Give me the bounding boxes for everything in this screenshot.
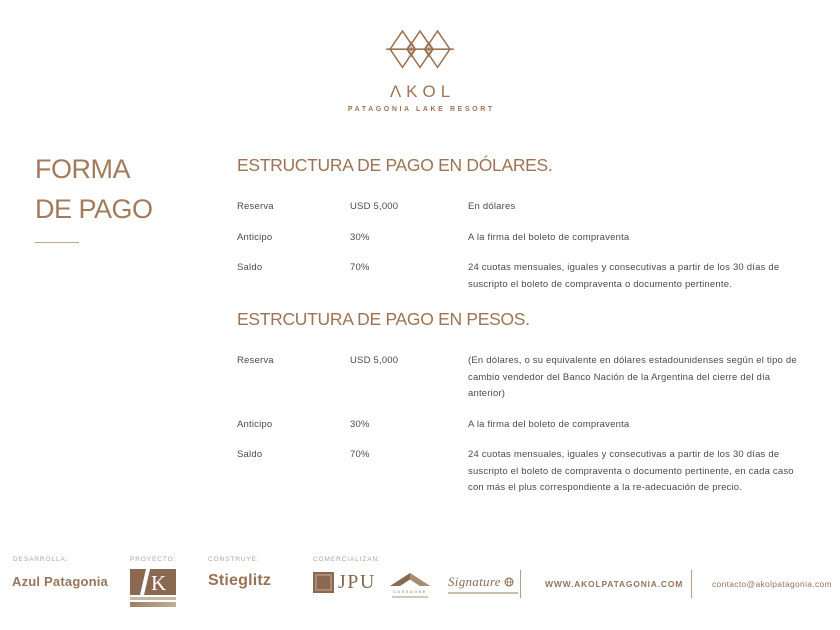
row-description: A la firma del boleto de compraventa (468, 418, 630, 430)
row-label: Reserva (237, 355, 274, 366)
jpu-square-icon (313, 572, 334, 593)
email-text: contacto@akolpatagonia.com (712, 579, 832, 589)
page-title-line2: DE PAGO (35, 194, 153, 224)
section-pesos (237, 309, 797, 497)
row-label: Anticipo (237, 231, 273, 243)
table-row (237, 447, 797, 497)
ak-architects-logo-icon (130, 569, 176, 595)
footer-label-construye: CONSTRUYE: (208, 556, 260, 563)
azul-patagonia-logo: Azul Patagonia (12, 574, 108, 589)
row-value: 70% (350, 449, 370, 460)
brand-header (0, 24, 840, 113)
footer (0, 550, 840, 620)
table-row (237, 260, 797, 293)
row-value: USD 5,000 (350, 201, 399, 212)
footer-label-comercializan: COMERCIALIZAN: (313, 556, 381, 563)
row-value: 70% (350, 262, 370, 273)
table-row (237, 199, 797, 216)
signature-logo (448, 574, 520, 594)
globe-icon (504, 577, 514, 587)
signature-wordmark: Signature (448, 574, 501, 589)
roof-icon (388, 572, 432, 587)
row-value: USD 5,000 (350, 355, 399, 366)
brand-tagline: PATAGONIA LAKE RESORT (347, 106, 495, 113)
row-description: En dólares (468, 201, 516, 212)
table-row (237, 353, 797, 403)
cassagne-logo (388, 572, 432, 598)
svg-text:K: K (151, 571, 167, 595)
row-description: A la firma del boleto de compraventa (468, 231, 630, 243)
section-dolares (237, 155, 797, 293)
footer-label-desarrolla: DESARROLLA: (13, 556, 69, 563)
ak-logo-rule-bar (130, 602, 176, 607)
jpu-wordmark: JPU (338, 571, 376, 593)
footer-divider (691, 570, 692, 598)
stieglitz-logo: Stieglitz (208, 572, 272, 589)
title-underline (35, 242, 79, 243)
row-label: Saldo (237, 449, 263, 460)
section-heading-dolares: ESTRUCTURA DE PAGO EN DÓLARES. (237, 155, 553, 175)
row-label: Anticipo (237, 418, 273, 430)
row-description: (En dólares, o su equivalente en dólares estadounidenses según el tipo de cambio vendedor del Banco Nación de la Argentina del cierre del día anterior) (468, 355, 797, 399)
row-description: 24 cuotas mensuales, iguales y consecutivas a partir de los 30 días de suscripto el boleto de compraventa o documento pertinente, en cada caso con más el plus correspondiente a la re-adecuación de precio. (468, 449, 794, 493)
row-label: Saldo (237, 262, 263, 273)
signature-subtext-bar (448, 592, 518, 594)
table-row (237, 417, 797, 434)
website-text: WWW.AKOLPATAGONIA.COM (545, 579, 684, 589)
page-title (35, 149, 153, 243)
cassagne-wordmark: CASSAGNE (393, 589, 427, 594)
table-row (237, 230, 797, 247)
cassagne-subtext-bar (392, 596, 428, 598)
ak-logo-subtext-bar (130, 597, 176, 600)
brand-wordmark: ΛKOL (389, 82, 456, 101)
row-label: Reserva (237, 201, 274, 212)
jpu-logo (313, 571, 376, 594)
row-description: 24 cuotas mensuales, iguales y consecutivas a partir de los 30 días de suscripto el boleto de compraventa o documento pertinente. (468, 262, 780, 290)
row-value: 30% (350, 418, 370, 430)
footer-divider (520, 570, 521, 598)
footer-label-proyecto: PROYECTO: (130, 556, 177, 563)
diamond-lattice-icon (381, 24, 459, 77)
page-title-line1: FORMA (35, 154, 130, 184)
ak-architects-logo (130, 569, 176, 607)
row-value: 30% (350, 231, 370, 243)
payment-structure-content (237, 155, 797, 511)
section-heading-pesos: ESTRCUTURA DE PAGO EN PESOS. (237, 309, 530, 329)
